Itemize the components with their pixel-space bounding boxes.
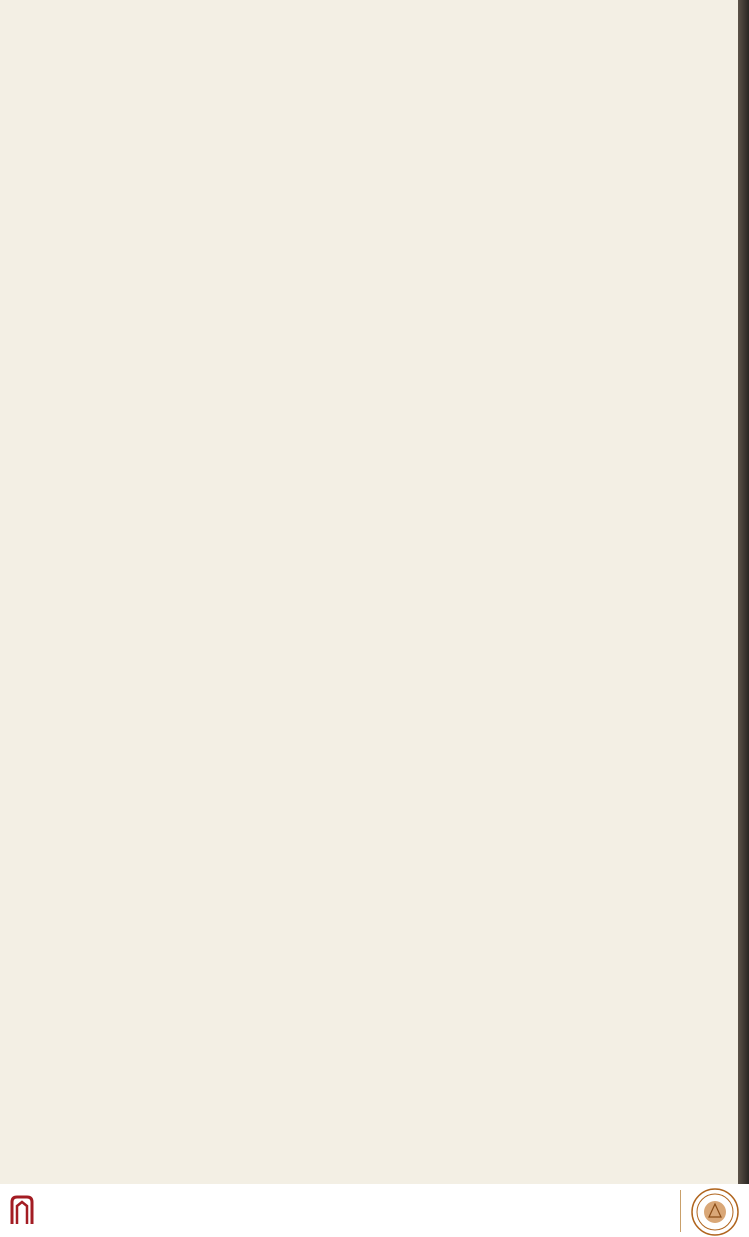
digitization-footer — [0, 1184, 749, 1237]
library-logo-icon — [9, 1194, 35, 1228]
footer-divider — [680, 1190, 681, 1232]
university-seal-icon — [690, 1187, 740, 1237]
page-edge — [738, 0, 749, 1184]
page-content — [88, 77, 668, 115]
